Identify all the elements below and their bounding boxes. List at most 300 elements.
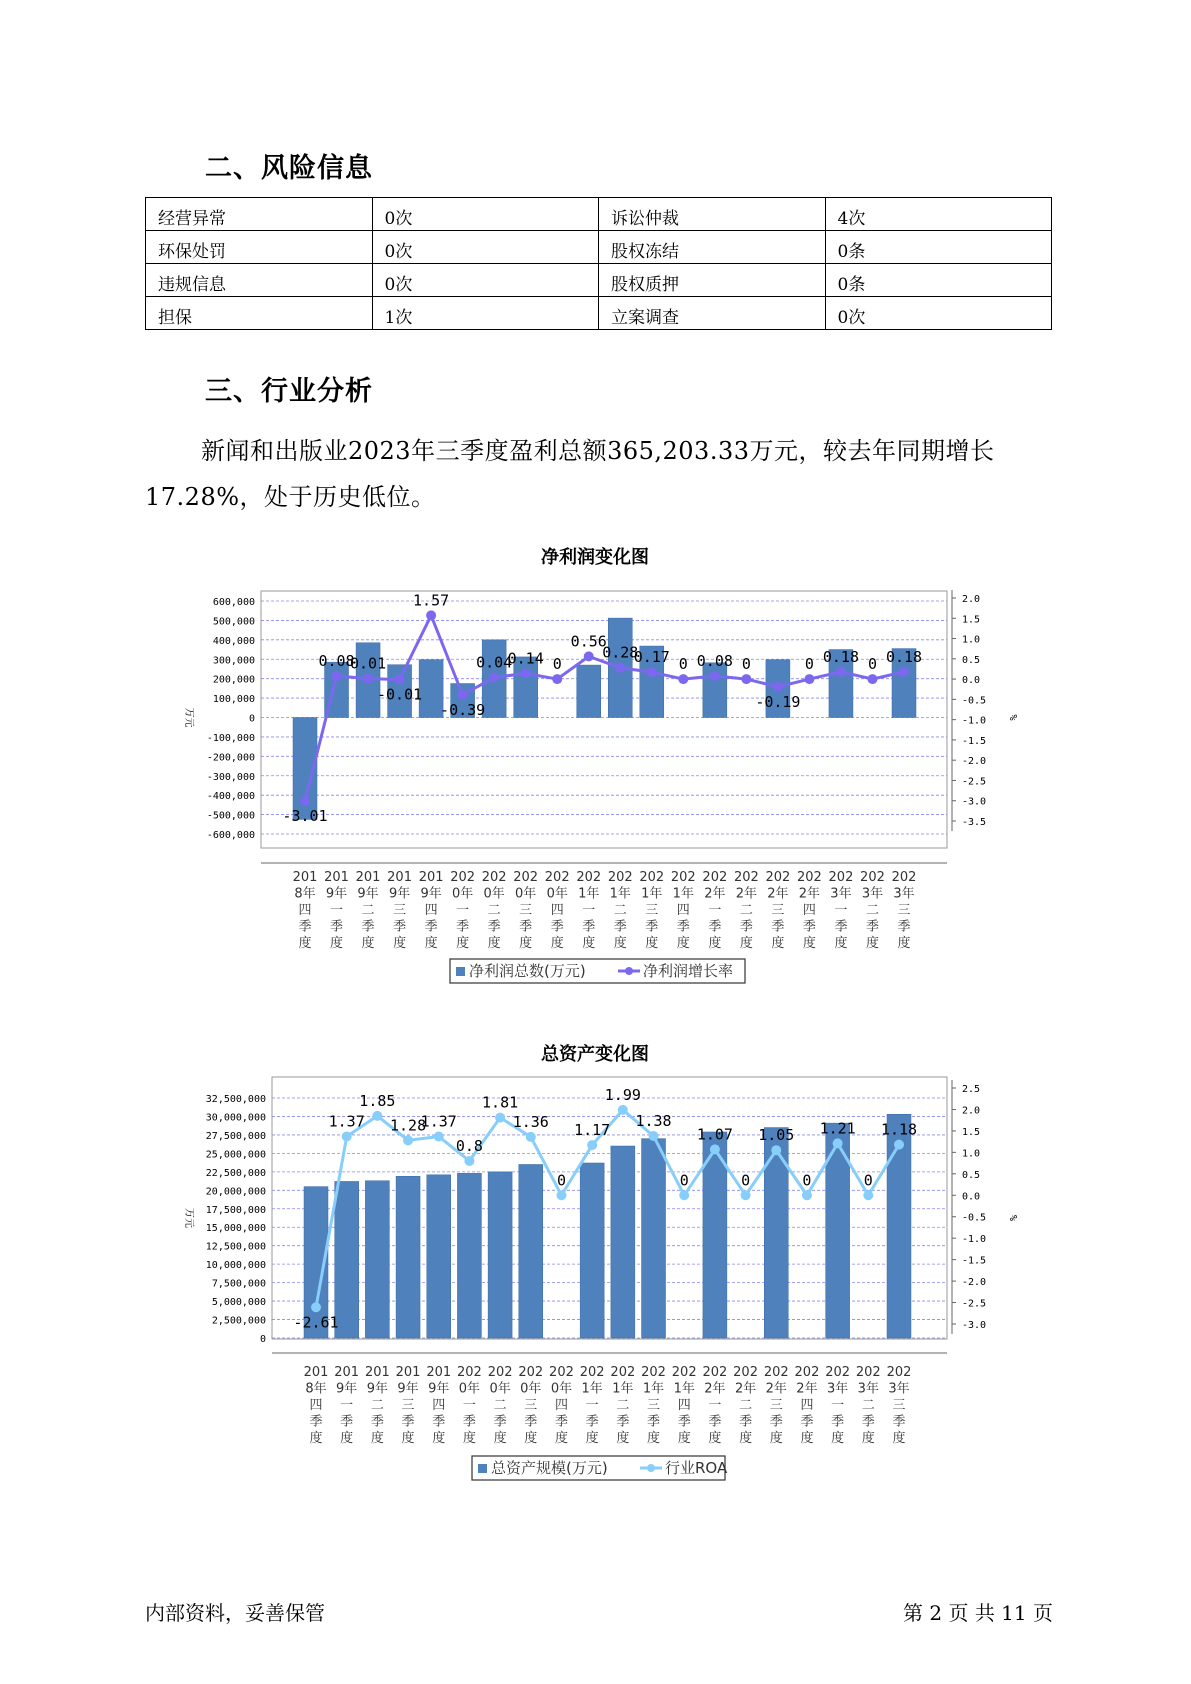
x-tick-label-line: 三 (769, 1398, 783, 1413)
risk-item-label: 担保 (146, 297, 373, 330)
y2-tick-label: 1.5 (962, 1126, 981, 1138)
y-axis-label: 万元 (183, 707, 194, 728)
line-point (836, 667, 846, 677)
bar (764, 1128, 788, 1338)
x-tick-label (365, 1365, 390, 1446)
x-tick-label-line: 1年 (612, 1381, 634, 1397)
x-tick-label-line: 202 (733, 1365, 758, 1380)
data-label: 1.18 (880, 1120, 918, 1139)
line-point (741, 1190, 751, 1200)
x-tick-label-line: 201 (426, 1365, 452, 1380)
x-tick-label-line: 9年 (388, 886, 411, 902)
x-tick-label-line: 季 (769, 1414, 783, 1430)
risk-item-label: 股权冻结 (599, 231, 826, 264)
risk-item-label: 股权质押 (599, 264, 826, 297)
x-tick-label-line: 度 (370, 1431, 384, 1446)
x-tick-label-line: 度 (524, 1431, 538, 1446)
x-tick-label-line: 季 (834, 919, 848, 935)
line-point (804, 674, 814, 684)
x-tick-label-line: 度 (340, 1431, 354, 1446)
data-label: 0.56 (570, 632, 607, 651)
chart-svg (0, 1037, 1191, 1487)
table-row (146, 264, 1052, 297)
x-tick-label-line: 一 (831, 1398, 845, 1413)
data-label: 0.18 (885, 647, 923, 666)
y2-tick-label: -1.0 (962, 715, 987, 727)
legend-bar-swatch (456, 967, 465, 976)
x-tick-label-line: 三 (645, 903, 659, 918)
x-tick-label-line: 202 (518, 1365, 544, 1380)
data-label: 0 (867, 655, 877, 674)
line-point (526, 1132, 536, 1142)
x-tick-label-line: 三 (519, 903, 533, 918)
x-tick-label-line: 度 (834, 936, 848, 951)
line-point (556, 1190, 566, 1200)
x-tick-label-line: 度 (330, 936, 344, 951)
x-tick-label-line: 2年 (767, 886, 789, 902)
x-tick-label-line: 3年 (830, 886, 852, 902)
x-tick-label-line: 二 (361, 903, 375, 918)
x-tick-label-line: 三 (393, 903, 407, 918)
data-label: 1.37 (420, 1112, 457, 1131)
x-tick-label (513, 870, 538, 951)
x-tick-label (702, 1365, 727, 1446)
x-tick-label-line: 季 (802, 919, 816, 935)
x-tick-label-line: 二 (739, 1398, 753, 1413)
data-label: 1.81 (482, 1093, 519, 1112)
data-label: 0.08 (318, 651, 355, 670)
chart-title: 总资产变化图 (541, 1044, 649, 1065)
x-tick-label-line: 季 (519, 919, 533, 935)
x-tick-label-line: 度 (800, 1431, 814, 1446)
line-point (584, 651, 594, 661)
legend-line-label: 行业ROA (665, 1459, 728, 1477)
x-tick-label-line: 季 (831, 1414, 845, 1430)
x-tick-label-line: 2年 (704, 886, 726, 902)
y2-tick-label: -3.0 (962, 796, 987, 808)
x-tick-label-line: 度 (424, 936, 438, 951)
data-label: 1.17 (574, 1121, 611, 1140)
x-tick-label-line: 二 (370, 1398, 384, 1413)
y2-tick-label: -2.5 (962, 1298, 987, 1310)
x-tick-label-line: 一 (456, 903, 470, 918)
x-tick-label-line: 202 (549, 1365, 574, 1380)
x-tick-label-line: 1年 (581, 1381, 603, 1397)
data-label: 0 (741, 1171, 751, 1190)
risk-item-value: 0条 (825, 264, 1052, 297)
y-tick-label: 22,500,000 (205, 1167, 266, 1179)
x-tick-label-line: 季 (456, 919, 470, 935)
x-tick-label-line: 度 (493, 1431, 507, 1446)
line-point (311, 1302, 321, 1312)
y-tick-label: -500,000 (206, 810, 255, 822)
x-tick-label-line: 202 (670, 870, 696, 885)
x-tick-label-line: 四 (802, 903, 816, 918)
x-tick-label-line: 季 (645, 919, 659, 935)
x-tick-label-line: 季 (370, 1414, 384, 1430)
x-tick-label-line: 3年 (893, 886, 915, 902)
risk-item-label: 经营异常 (146, 198, 373, 231)
data-label: 1.36 (512, 1112, 549, 1131)
x-tick-label-line: 202 (487, 1365, 513, 1380)
y2-tick-label: 2.0 (962, 1105, 981, 1117)
x-tick-label-line: 度 (865, 936, 879, 951)
x-tick-label-line: 度 (309, 1431, 323, 1446)
x-tick-label-line: 季 (550, 919, 564, 935)
x-tick-label-line: 季 (554, 1414, 568, 1430)
x-tick-label-line: 二 (493, 1398, 507, 1413)
legend-bar-label: 净利润总数(万元) (469, 962, 586, 980)
data-label: 0 (802, 1171, 812, 1190)
x-tick-label-line: 度 (582, 936, 596, 951)
line-point (867, 674, 877, 684)
x-tick-label-line: 0年 (489, 1381, 511, 1397)
x-tick-label-line: 201 (292, 870, 318, 885)
risk-item-value: 0次 (825, 297, 1052, 330)
y-tick-label: -300,000 (206, 771, 255, 783)
x-tick-label-line: 201 (364, 1365, 390, 1380)
x-tick-label-line: 季 (861, 1414, 875, 1430)
x-tick-label-line: 季 (613, 919, 627, 935)
x-tick-label-line: 一 (585, 1398, 599, 1413)
data-label: 0.8 (455, 1136, 483, 1155)
x-tick-label-line: 三 (647, 1398, 661, 1413)
y-tick-label: 0 (259, 1334, 266, 1345)
x-tick-label (610, 1365, 635, 1446)
x-tick-label-line: 1年 (672, 886, 694, 902)
x-tick-label (457, 1365, 482, 1446)
table-row (146, 231, 1052, 264)
x-tick-label-line: 202 (481, 870, 507, 885)
x-tick-label-line: 一 (462, 1398, 476, 1413)
y2-tick-label: -1.5 (962, 1255, 987, 1267)
data-label: -0.01 (377, 685, 423, 704)
x-tick-label-line: 度 (616, 1431, 630, 1446)
x-tick-label-line: 度 (739, 1431, 753, 1446)
x-tick-label (829, 870, 854, 951)
x-tick-label-line: 季 (582, 919, 596, 935)
x-tick-label-line: 202 (763, 1365, 789, 1380)
x-tick-label (795, 1365, 820, 1446)
legend-bar-swatch (478, 1464, 487, 1473)
x-tick-label-line: 度 (462, 1431, 476, 1446)
x-tick-label-line: 季 (393, 919, 407, 935)
risk-item-label: 立案调查 (599, 297, 826, 330)
x-tick-label-line: 度 (676, 936, 690, 951)
line-point (899, 667, 909, 677)
y2-tick-label: 2.0 (962, 594, 981, 605)
line-point (363, 674, 373, 684)
x-tick-label-line: 202 (855, 1365, 881, 1380)
x-tick-label-line: 202 (825, 1365, 851, 1380)
y-tick-label: 25,000,000 (205, 1149, 266, 1161)
x-tick-label-line: 度 (554, 1431, 568, 1446)
x-tick-label-line: 9年 (357, 886, 379, 902)
x-tick-label (293, 870, 318, 951)
risk-item-value: 4次 (825, 198, 1052, 231)
x-tick-label-line: 三 (524, 1398, 538, 1413)
risk-info-table (145, 197, 1052, 330)
x-tick-label (702, 870, 727, 951)
data-label: 0.08 (696, 651, 733, 670)
bar (611, 1146, 635, 1338)
x-tick-label-line: 一 (340, 1398, 354, 1413)
legend-line-marker (625, 967, 633, 975)
x-tick-label-line: 9年 (336, 1381, 358, 1397)
x-tick-label-line: 季 (330, 919, 344, 935)
y2-tick-label: -1.5 (962, 735, 987, 747)
x-tick-label (860, 870, 885, 951)
y-tick-label: 100,000 (212, 694, 255, 706)
x-tick-label (549, 1365, 574, 1446)
x-tick-label-line: 季 (708, 1414, 722, 1430)
risk-item-value: 0次 (372, 264, 599, 297)
x-tick-label-line: 202 (891, 870, 917, 885)
line-point (741, 674, 751, 684)
x-tick-label (892, 870, 917, 951)
y2-tick-label: 1.5 (962, 614, 981, 626)
x-tick-label-line: 1年 (641, 886, 663, 902)
x-tick-label-line: 202 (513, 870, 539, 885)
x-tick-label (608, 870, 633, 951)
y-tick-label: 20,000,000 (205, 1186, 266, 1198)
x-tick-label (765, 870, 790, 951)
x-tick-label-line: 二 (861, 1398, 875, 1413)
x-tick-label-line: 三 (771, 903, 785, 918)
x-tick-label-line: 季 (298, 919, 312, 935)
x-tick-label (450, 870, 475, 951)
risk-item-value: 0次 (372, 198, 599, 231)
line-point (618, 1105, 628, 1115)
x-tick-label (356, 870, 381, 951)
x-tick-label-line: 202 (610, 1365, 636, 1380)
y2-tick-label: 1.0 (962, 1148, 981, 1160)
x-tick-label-line: 201 (303, 1365, 329, 1380)
industry-analysis-paragraph: 新闻和出版业2023年三季度盈利总额365,203.33万元，较去年同期增长17.28%，处于历史低位。 (145, 437, 995, 511)
x-tick-label-line: 季 (677, 1414, 691, 1430)
line-point (649, 1131, 659, 1141)
x-tick-label-line: 季 (340, 1414, 354, 1430)
bar (457, 1173, 481, 1338)
x-tick-label-line: 202 (733, 870, 759, 885)
x-tick-label-line: 度 (708, 936, 722, 951)
x-tick-label-line: 2年 (735, 886, 758, 902)
line-point (342, 1131, 352, 1141)
y-tick-label: -100,000 (206, 732, 255, 744)
data-label: 1.38 (635, 1112, 672, 1131)
line-point (372, 1111, 382, 1121)
x-tick-label-line: 二 (616, 1398, 630, 1413)
x-tick-label-line: 202 (576, 870, 602, 885)
line-point (552, 674, 562, 684)
x-tick-label-line: 度 (892, 1431, 906, 1446)
x-tick-label-line: 9年 (420, 886, 442, 902)
x-tick-label (856, 1365, 881, 1446)
x-tick-label-line: 一 (708, 903, 722, 918)
x-tick-label-line: 季 (401, 1414, 415, 1430)
x-tick-label-line: 三 (401, 1398, 415, 1413)
line-point (615, 663, 625, 673)
x-tick-label-line: 度 (708, 1431, 722, 1446)
y-tick-label: 17,500,000 (205, 1204, 266, 1216)
y2-tick-label: -1.0 (962, 1234, 987, 1246)
x-tick-label-line: 202 (794, 1365, 820, 1380)
y-tick-label: 500,000 (212, 616, 255, 628)
y2-tick-label: 0.0 (962, 1191, 981, 1203)
risk-item-value: 1次 (372, 297, 599, 330)
data-label: 1.07 (696, 1125, 733, 1144)
y-tick-label: 400,000 (212, 635, 255, 647)
footer-page-number: 第 2 页 共 11 页 (903, 1601, 1053, 1625)
data-label: 0 (804, 655, 814, 674)
y-tick-label: 600,000 (212, 597, 255, 608)
data-label: -3.01 (282, 807, 328, 826)
data-label: 0.14 (507, 649, 544, 668)
x-tick-label (576, 870, 601, 951)
x-tick-label-line: 四 (432, 1398, 446, 1413)
x-tick-label-line: 202 (544, 870, 570, 885)
x-tick-label-line: 度 (550, 936, 564, 951)
x-tick-label-line: 一 (582, 903, 596, 918)
y2-tick-label: -2.0 (962, 1277, 987, 1289)
x-tick-label-line: 度 (677, 1431, 691, 1446)
x-tick-label (518, 1365, 543, 1446)
x-tick-label-line: 度 (771, 936, 785, 951)
y-tick-label: 2,500,000 (211, 1315, 266, 1327)
legend-bar-label: 总资产规模(万元) (491, 1459, 608, 1477)
x-tick-label-line: 1年 (609, 886, 631, 902)
y2-tick-label: 2.5 (962, 1084, 981, 1095)
x-tick-label-line: 202 (457, 1365, 482, 1380)
data-label: 1.99 (604, 1085, 641, 1104)
x-tick-label-line: 8年 (294, 886, 316, 902)
data-label: 1.05 (758, 1126, 795, 1145)
x-tick-label (324, 870, 349, 951)
y-tick-label: 15,000,000 (205, 1223, 266, 1235)
x-tick-label-line: 季 (462, 1414, 476, 1430)
bar (642, 1139, 666, 1338)
x-tick-label-line: 9年 (397, 1381, 419, 1397)
x-tick-label (733, 1365, 758, 1446)
net-profit-chart (0, 540, 1191, 1000)
x-tick-label-line: 202 (828, 870, 854, 885)
bar (365, 1181, 389, 1338)
x-tick-label-line: 0年 (546, 886, 568, 902)
x-tick-label-line: 三 (892, 1398, 906, 1413)
x-tick-label (639, 870, 664, 951)
line-point (771, 1145, 781, 1155)
x-tick-label-line: 2年 (734, 1381, 757, 1397)
x-tick-label-line: 202 (765, 870, 791, 885)
x-tick-label-line: 度 (456, 936, 470, 951)
x-tick-label-line: 四 (550, 903, 564, 918)
x-tick-label-line: 201 (324, 870, 349, 885)
y2-tick-label: -3.0 (962, 1320, 987, 1331)
x-tick-label-line: 1年 (578, 886, 600, 902)
x-tick-label-line: 3年 (861, 886, 884, 902)
data-label: 0.04 (476, 653, 513, 672)
bar (519, 1164, 543, 1338)
x-tick-label-line: 四 (309, 1398, 323, 1413)
x-tick-label-line: 季 (865, 919, 879, 935)
x-tick-label-line: 2年 (798, 886, 821, 902)
data-label: -0.39 (440, 700, 486, 719)
x-tick-label-line: 度 (897, 936, 911, 951)
x-tick-label-line: 度 (361, 936, 375, 951)
data-label: 0 (552, 655, 562, 674)
x-tick-label-line: 二 (613, 903, 627, 918)
y-tick-label: 30,000,000 (205, 1112, 266, 1124)
line-point (332, 671, 342, 681)
x-tick-label (797, 870, 822, 951)
data-label: 0.28 (602, 643, 639, 662)
line-point (587, 1140, 597, 1150)
chart-title: 净利润变化图 (541, 547, 649, 568)
x-tick-label-line: 一 (834, 903, 848, 918)
legend-line-label: 净利润增长率 (643, 962, 734, 980)
x-tick-label (396, 1365, 421, 1446)
x-tick-label-line: 季 (800, 1414, 814, 1430)
bar (577, 665, 601, 717)
line-point (647, 667, 657, 677)
y-tick-label: 0 (248, 713, 255, 725)
x-tick-label-line: 2年 (704, 1381, 726, 1397)
x-tick-label (734, 870, 759, 951)
y-tick-label: 12,500,000 (205, 1241, 266, 1253)
x-tick-label-line: 四 (800, 1398, 814, 1413)
x-tick-label-line: 季 (493, 1414, 507, 1430)
x-tick-label-line: 201 (387, 870, 412, 885)
x-tick-label (334, 1365, 359, 1446)
x-tick-label (482, 870, 507, 951)
x-tick-label (387, 870, 412, 951)
x-tick-label-line: 季 (424, 919, 438, 935)
line-point (833, 1138, 843, 1148)
legend (450, 959, 745, 983)
y2-tick-label: -3.5 (962, 817, 987, 828)
risk-item-label: 诉讼仲裁 (599, 198, 826, 231)
x-tick-label-line: 季 (739, 1414, 753, 1430)
x-tick-label-line: 0年 (458, 1381, 481, 1397)
line-point (464, 1156, 474, 1166)
line-point (495, 1113, 505, 1123)
x-tick-label-line: 度 (401, 1431, 415, 1446)
y-tick-label: -200,000 (206, 752, 255, 764)
x-tick-label (887, 1365, 912, 1446)
legend (472, 1456, 728, 1480)
x-tick-label-line: 201 (334, 1365, 360, 1380)
line-point (426, 610, 436, 620)
data-label: 0 (679, 1171, 689, 1190)
x-tick-label-line: 202 (450, 870, 476, 885)
risk-item-label: 环保处罚 (146, 231, 373, 264)
x-tick-label-line: 季 (647, 1414, 661, 1430)
y-tick-label: 300,000 (212, 655, 255, 667)
data-label: 1.37 (328, 1112, 365, 1131)
x-tick-label-line: 季 (739, 919, 753, 935)
x-tick-label-line: 度 (613, 936, 627, 951)
x-tick-label-line: 四 (677, 1398, 691, 1413)
x-tick-label (488, 1365, 513, 1446)
x-tick-label-line: 季 (771, 919, 785, 935)
y2-tick-label: -2.5 (962, 776, 987, 788)
x-tick-label-line: 度 (647, 1431, 661, 1446)
x-tick-label (580, 1365, 605, 1446)
y-tick-label: 200,000 (212, 674, 255, 686)
data-label: -0.19 (755, 692, 801, 711)
x-tick-label-line: 1年 (673, 1381, 695, 1397)
y-tick-label: 32,500,000 (205, 1094, 266, 1105)
